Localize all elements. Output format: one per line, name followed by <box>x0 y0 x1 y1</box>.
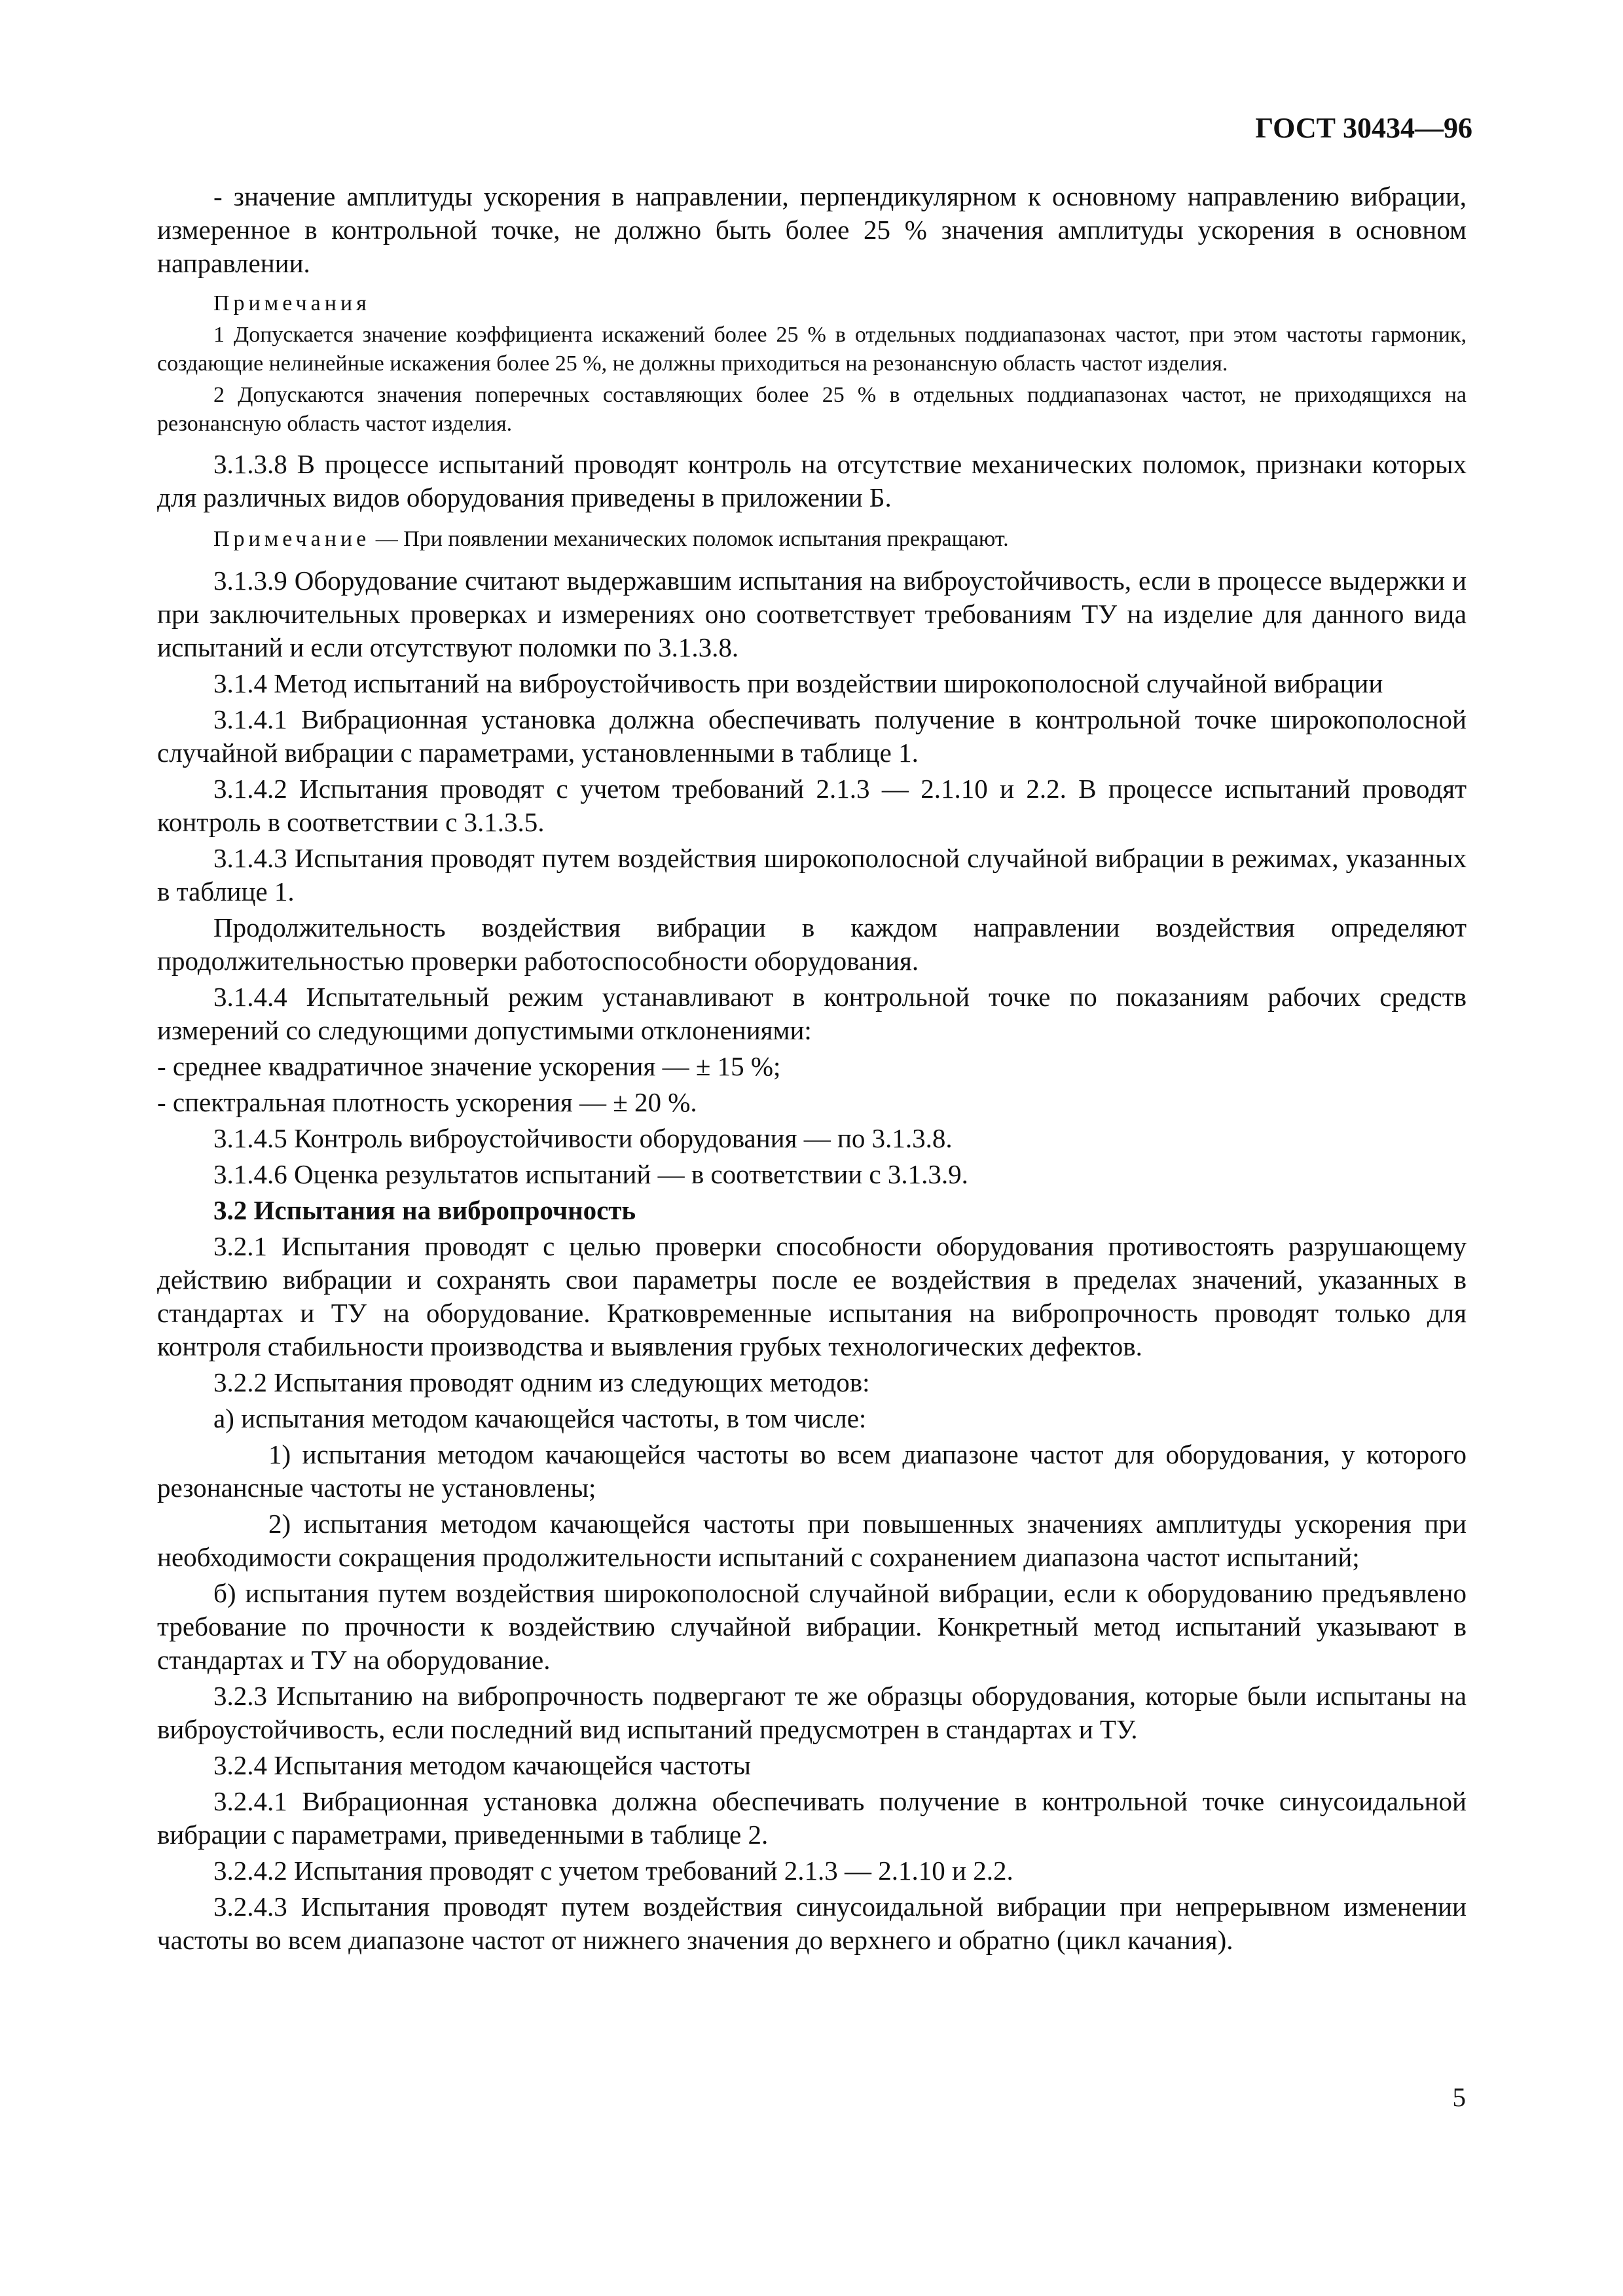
paragraph-3-2-1: 3.2.1 Испытания проводят с целью проверки способности оборудования противостоять разрушающему действию вибрации и сохранять свои параметры после ее воздействия в пределах значений, указанных в стандартах и ТУ на оборудование. Кратковременные испытания на вибропрочность проводят только для контроля стабильности производства и выявления грубых технологических дефектов. <box>157 1231 1467 1361</box>
paragraph-3-1-4: 3.1.4 Метод испытаний на виброустойчивость при воздействии широкополосной случайной вибрации <box>213 668 1383 698</box>
paragraph-3-2-3: 3.2.3 Испытанию на вибропрочность подвергают те же образцы оборудования, которые были испытаны на виброустойчивость, если последний вид испытаний предусмотрен в стандартах и ТУ. <box>157 1681 1467 1744</box>
paragraph-3-1-4-5: 3.1.4.5 Контроль виброустойчивости оборудования — по 3.1.3.8. <box>213 1123 953 1153</box>
paragraph-intro: - значение амплитуды ускорения в направлении, перпендикулярном к основному направлению вибрации, измеренное в контрольной точке, не должно быть более 25 % значения амплитуды ускорения в основном направлении. <box>157 181 1467 278</box>
paragraph-duration: Продолжительность воздействия вибрации в каждом направлении воздействия определяют продолжительностью проверки работоспособности оборудования. <box>157 912 1467 976</box>
section-heading-3-2: 3.2 Испытания на вибропрочность <box>213 1195 636 1225</box>
deviation-item-2: - спектральная плотность ускорения — ± 20 %. <box>157 1087 697 1117</box>
paragraph-3-1-4-4: 3.1.4.4 Испытательный режим устанавливают в контрольной точке по показаниям рабочих средств измерений со следующими допустимыми отклонениями: <box>157 982 1467 1045</box>
paragraph-3-1-4-1: 3.1.4.1 Вибрационная установка должна обеспечивать получение в контрольной точке широкополосной случайной вибрации с параметрами, установленными в таблице 1. <box>157 704 1467 768</box>
page-number: 5 <box>1452 2082 1466 2112</box>
list-item-a: а) испытания методом качающейся частоты, в том числе: <box>213 1403 867 1433</box>
paragraph-3-1-3-8: 3.1.3.8 В процессе испытаний проводят контроль на отсутствие механических поломок, признаки которых для различных видов оборудования приведены в приложении Б. <box>157 449 1467 512</box>
doc-code-header: ГОСТ 30434—96 <box>1255 112 1472 144</box>
paragraph-3-1-4-2: 3.1.4.2 Испытания проводят с учетом требований 2.1.3 — 2.1.10 и 2.2. В процессе испытаний проводят контроль в соответствии с 3.1.3.5. <box>157 774 1467 837</box>
paragraph-3-2-4: 3.2.4 Испытания методом качающейся частоты <box>213 1750 751 1780</box>
paragraph-3-1-4-3: 3.1.4.3 Испытания проводят путем воздействия широкополосной случайной вибрации в режимах, указанных в таблице 1. <box>157 843 1467 906</box>
list-item-b: б) испытания путем воздействия широкополосной случайной вибрации, если к оборудованию предъявлено требование по прочности к воздействию случайной вибрации. Конкретный метод испытаний указывают в стандартах и ТУ на оборудование. <box>157 1578 1467 1675</box>
single-note-text: — При появлении механических поломок испытания прекращают. <box>370 527 1009 551</box>
notes-title: Примечания <box>213 291 371 315</box>
list-item-a2: 2) испытания методом качающейся частоты при повышенных значениях амплитуды ускорения при необходимости сокращения продолжительности испытаний с сохранением диапазона частот испытаний; <box>157 1509 1467 1572</box>
deviation-item-1: - среднее квадратичное значение ускорения — ± 15 %; <box>157 1051 781 1081</box>
paragraph-3-2-4-3: 3.2.4.3 Испытания проводят путем воздействия синусоидальной вибрации при непрерывном изменении частоты во всем диапазоне частот от нижнего значения до верхнего и обратно (цикл качания). <box>157 1892 1467 1955</box>
paragraph-3-1-3-9: 3.1.3.9 Оборудование считают выдержавшим испытания на виброустойчивость, если в процессе выдержки и при заключительных проверках и измерениях оно соответствует требованиям ТУ на изделие для данного вида испытаний и если отсутствуют поломки по 3.1.3.8. <box>157 565 1467 662</box>
note-1: 1 Допускается значение коэффициента искажений более 25 % в отдельных поддиапазонах частот, при этом частоты гармоник, создающие нелинейные искажения более 25 %, не должны приходиться на резонансную область частот изделия. <box>157 323 1467 376</box>
paragraph-3-2-2: 3.2.2 Испытания проводят одним из следующих методов: <box>213 1367 870 1397</box>
paragraph-3-2-4-1: 3.2.4.1 Вибрационная установка должна обеспечивать получение в контрольной точке синусоидальной вибрации с параметрами, приведенными в таблице 2. <box>157 1786 1467 1850</box>
note-2: 2 Допускаются значения поперечных составляющих более 25 % в отдельных поддиапазонах частот, не приходящихся на резонансную область частот изделия. <box>157 383 1467 436</box>
list-item-a1: 1) испытания методом качающейся частоты во всем диапазоне частот для оборудования, у которого резонансные частоты не установлены; <box>157 1439 1467 1503</box>
single-note-label: Примечание <box>213 527 371 551</box>
single-note <box>157 524 1467 555</box>
paragraph-3-2-4-2: 3.2.4.2 Испытания проводят с учетом требований 2.1.3 — 2.1.10 и 2.2. <box>213 1856 1013 1886</box>
document-body <box>157 180 1467 1960</box>
paragraph-3-1-4-6: 3.1.4.6 Оценка результатов испытаний — в соответствии с 3.1.3.9. <box>213 1159 968 1189</box>
